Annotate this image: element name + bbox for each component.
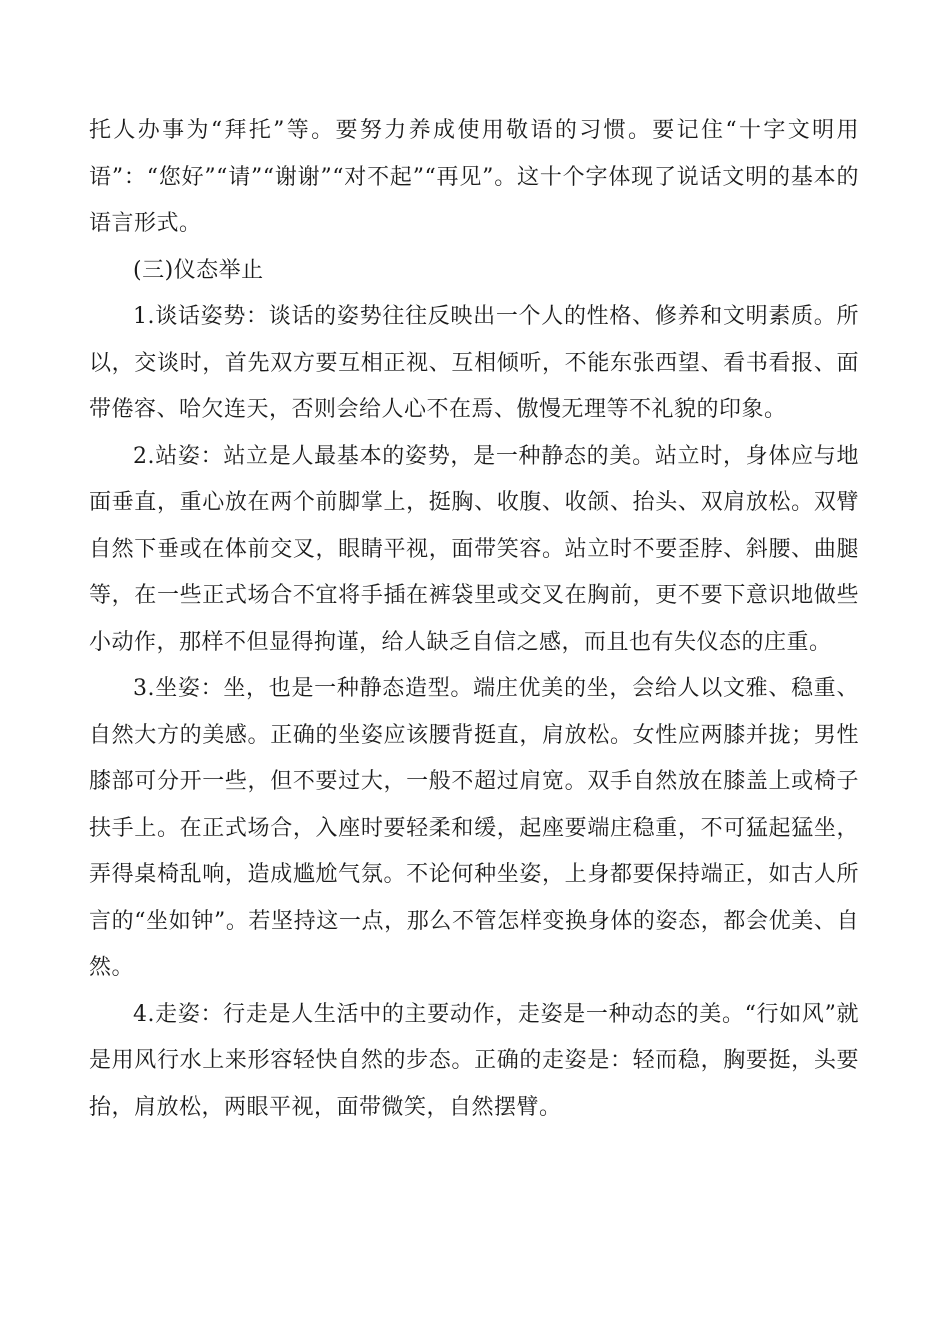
paragraph-standing-posture: 2.站姿：站立是人最基本的姿势，是一种静态的美。站立时，身体应与地面垂直，重心放在两个前脚掌上，挺胸、收腹、收颌、抬头、双肩放松。双臂自然下垂或在体前交叉，眼睛平视，面带笑容。站立时不要歪脖、斜腰、曲腿等，在一些正式场合不宜将手插在裤袋里或交叉在胸前，更不要下意识地做些小动作，那样不但显得拘谨，给人缺乏自信之感，而且也有失仪态的庄重。 (89, 443, 859, 655)
paragraph-intro-tail: 托人办事为“拜托”等。要努力养成使用敬语的习惯。要记住“十字文明用语”：“您好”“请”“谢谢”“对不起”“再见”。这十个字体现了说话文明的基本的语言形式。 (89, 118, 859, 236)
section-heading: (三)仪态举止 (133, 257, 264, 283)
paragraph-sitting-posture: 3.坐姿：坐，也是一种静态造型。端庄优美的坐，会给人以文雅、稳重、自然大方的美感。正确的坐姿应该腰背挺直，肩放松。女性应两膝并拢；男性膝部可分开一些，但不要过大，一般不超过肩宽。双手自然放在膝盖上或椅子扶手上。在正式场合，入座时要轻柔和缓，起座要端庄稳重，不可猛起猛坐，弄得桌椅乱响，造成尴尬气氛。不论何种坐姿，上身都要保持端正，如古人所言的“坐如钟”。若坚持这一点，那么不管怎样变换身体的姿态，都会优美、自然。 (89, 676, 859, 980)
paragraph-talking-posture: 1.谈话姿势：谈话的姿势往往反映出一个人的性格、修养和文明素质。所以，交谈时，首先双方要互相正视、互相倾听，不能东张西望、看书看报、面带倦容、哈欠连天，否则会给人心不在焉、傲慢无理等不礼貌的印象。 (89, 304, 859, 422)
paragraph-walking-posture: 4.走姿：行走是人生活中的主要动作，走姿是一种动态的美。“行如风”就是用风行水上来形容轻快自然的步态。正确的走姿是：轻而稳，胸要挺，头要抬，肩放松，两眼平视，面带微笑，自然摆臂。 (89, 1001, 859, 1120)
document-body (89, 108, 859, 1131)
